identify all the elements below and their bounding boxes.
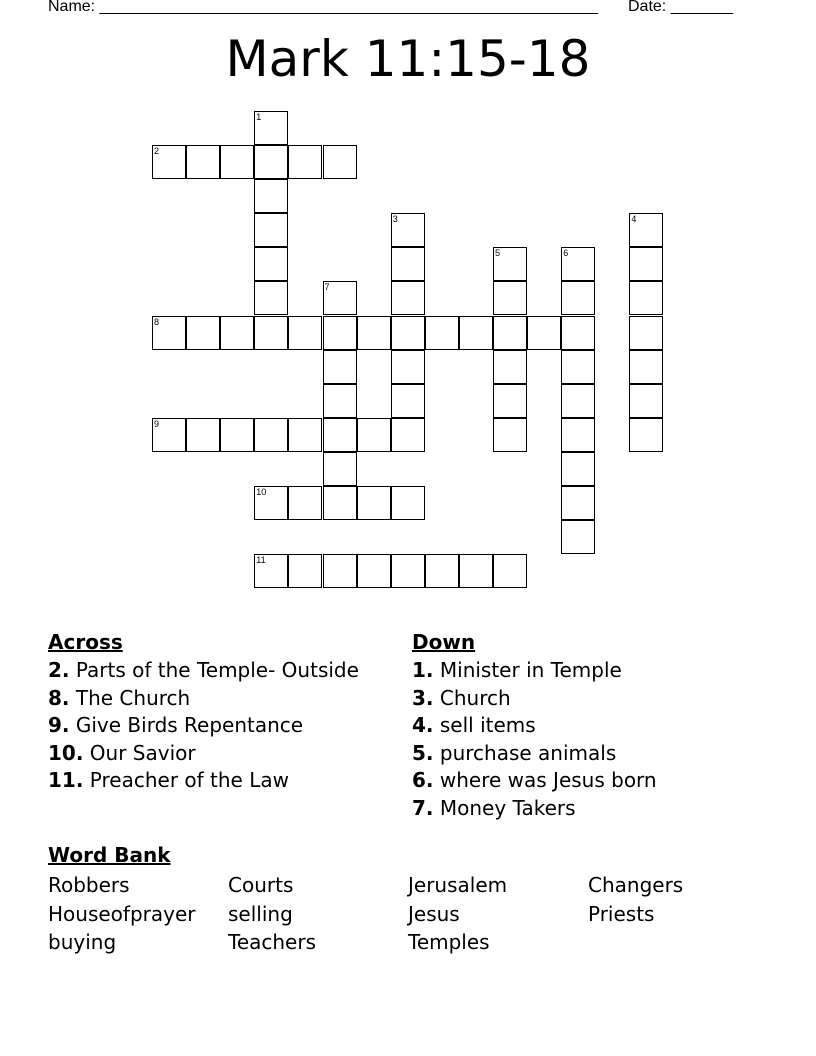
crossword-cell[interactable]: [220, 145, 254, 179]
crossword-cell[interactable]: [323, 452, 357, 486]
word-bank-item: Changers: [588, 873, 684, 897]
crossword-cell[interactable]: [391, 486, 425, 520]
word-bank-item: Houseofprayer: [48, 902, 196, 926]
crossword-cell[interactable]: [493, 350, 527, 384]
crossword-cell[interactable]: [254, 145, 288, 179]
clue-number: 5: [495, 248, 501, 259]
crossword-cell[interactable]: [323, 145, 357, 179]
crossword-cell[interactable]: [152, 145, 186, 179]
clue-number: 4: [631, 214, 637, 225]
crossword-cell[interactable]: [288, 316, 322, 350]
clue-across-11: 11. Preacher of the Law: [48, 768, 289, 792]
word-bank-item: Jesus: [408, 902, 460, 926]
date-field[interactable]: Date: _______: [628, 0, 733, 15]
crossword-cell[interactable]: [629, 316, 663, 350]
crossword-cell[interactable]: [391, 350, 425, 384]
crossword-cell[interactable]: [288, 486, 322, 520]
clue-across-2: 2. Parts of the Temple- Outside: [48, 658, 359, 682]
crossword-cell[interactable]: [391, 384, 425, 418]
crossword-cell[interactable]: [391, 554, 425, 588]
clue-down-1: 1. Minister in Temple: [412, 658, 622, 682]
crossword-cell[interactable]: [288, 145, 322, 179]
crossword-cell[interactable]: [186, 316, 220, 350]
clue-number: 7: [324, 282, 330, 293]
crossword-cell[interactable]: [357, 418, 391, 452]
across-heading: Across: [48, 630, 123, 654]
clue-number: 6: [563, 248, 569, 259]
crossword-cell[interactable]: [186, 418, 220, 452]
crossword-cell[interactable]: [220, 316, 254, 350]
crossword-cell[interactable]: [561, 418, 595, 452]
word-bank-item: selling: [228, 902, 293, 926]
clue-number: 1: [256, 111, 262, 122]
crossword-cell[interactable]: [493, 384, 527, 418]
crossword-cell[interactable]: [459, 316, 493, 350]
crossword-cell[interactable]: [152, 418, 186, 452]
down-clues: [412, 628, 657, 822]
clue-across-8: 8. The Church: [48, 685, 191, 710]
crossword-cell[interactable]: [220, 418, 254, 452]
word-bank-item: Teachers: [228, 930, 316, 954]
crossword-cell[interactable]: [629, 213, 663, 247]
crossword-cell[interactable]: [493, 247, 527, 281]
crossword-cell[interactable]: [425, 316, 459, 350]
crossword-cell[interactable]: [254, 316, 288, 350]
crossword-cell[interactable]: [254, 281, 288, 315]
down-heading: Down: [412, 630, 476, 654]
crossword-cell[interactable]: [254, 418, 288, 452]
clue-down-4: 4. sell items: [412, 713, 536, 737]
clue-number: 11: [256, 555, 266, 566]
crossword-cell[interactable]: [391, 316, 425, 350]
word-bank-item: buying: [48, 930, 117, 954]
crossword-cell[interactable]: [493, 418, 527, 452]
crossword-cell[interactable]: [254, 213, 288, 247]
crossword-cell[interactable]: [186, 145, 220, 179]
crossword-cell[interactable]: [323, 350, 357, 384]
crossword-cell[interactable]: [629, 384, 663, 418]
crossword-cell[interactable]: [254, 179, 288, 213]
crossword-cell[interactable]: [323, 418, 357, 452]
crossword-cell[interactable]: [288, 554, 322, 588]
crossword-cell[interactable]: [493, 316, 527, 350]
crossword-cell[interactable]: [561, 486, 595, 520]
crossword-cell[interactable]: [629, 418, 663, 452]
name-field[interactable]: Name: ________________________________________________________: [48, 0, 598, 15]
crossword-cell[interactable]: [323, 316, 357, 350]
puzzle-title: Mark 11:15-18: [225, 30, 591, 88]
word-bank-item: Priests: [588, 902, 655, 926]
crossword-cell[interactable]: [254, 486, 288, 520]
clue-down-6: 6. where was Jesus born: [412, 768, 657, 792]
crossword-cell[interactable]: [629, 281, 663, 315]
clue-number: 3: [392, 214, 398, 225]
crossword-cell[interactable]: [527, 316, 561, 350]
crossword-cell[interactable]: [391, 213, 425, 247]
crossword-cell[interactable]: [629, 350, 663, 384]
crossword-cell[interactable]: [561, 281, 595, 315]
crossword-cell[interactable]: [152, 316, 186, 350]
clue-down-7: 7. Money Takers: [412, 795, 576, 820]
crossword-cell[interactable]: [357, 486, 391, 520]
crossword-cell[interactable]: [254, 111, 288, 145]
clue-across-10: 10. Our Savior: [48, 740, 196, 765]
crossword-cell[interactable]: [561, 316, 595, 350]
crossword-cell[interactable]: [561, 520, 595, 554]
crossword-cell[interactable]: [288, 418, 322, 452]
clue-number: 8: [154, 316, 160, 327]
crossword-cell[interactable]: [391, 418, 425, 452]
clue-number: 10: [256, 487, 267, 497]
crossword-cell[interactable]: [323, 384, 357, 418]
crossword-cell[interactable]: [323, 281, 357, 315]
crossword-cell[interactable]: [561, 452, 595, 486]
across-clues: [48, 628, 359, 795]
clue-number: 2: [154, 146, 160, 156]
crossword-cell[interactable]: [459, 554, 493, 588]
crossword-cell[interactable]: [561, 384, 595, 418]
crossword-cell[interactable]: [561, 350, 595, 384]
crossword-cell[interactable]: [323, 554, 357, 588]
clue-number: 9: [154, 418, 160, 429]
crossword-cell[interactable]: [357, 316, 391, 350]
clue-down-3: 3. Church: [412, 685, 511, 710]
word-bank-item: Temples: [408, 930, 490, 954]
crossword-cell[interactable]: [254, 554, 288, 588]
crossword-cell[interactable]: [254, 247, 288, 281]
word-bank-item: Jerusalem: [408, 873, 508, 897]
crossword-cell[interactable]: [323, 486, 357, 520]
clue-down-5: 5. purchase animals: [412, 740, 617, 765]
crossword-cell[interactable]: [425, 554, 459, 588]
crossword-cell[interactable]: [493, 554, 527, 588]
crossword-cell[interactable]: [629, 247, 663, 281]
crossword-cell[interactable]: [561, 247, 595, 281]
word-bank-heading: Word Bank: [48, 843, 171, 867]
crossword-cell[interactable]: [391, 247, 425, 281]
crossword-cell[interactable]: [391, 281, 425, 315]
crossword-cell[interactable]: [357, 554, 391, 588]
word-bank-item: Courts: [228, 873, 294, 897]
crossword-cell[interactable]: [493, 281, 527, 315]
word-bank-item: Robbers: [48, 873, 130, 897]
clue-across-9: 9. Give Birds Repentance: [48, 713, 304, 737]
